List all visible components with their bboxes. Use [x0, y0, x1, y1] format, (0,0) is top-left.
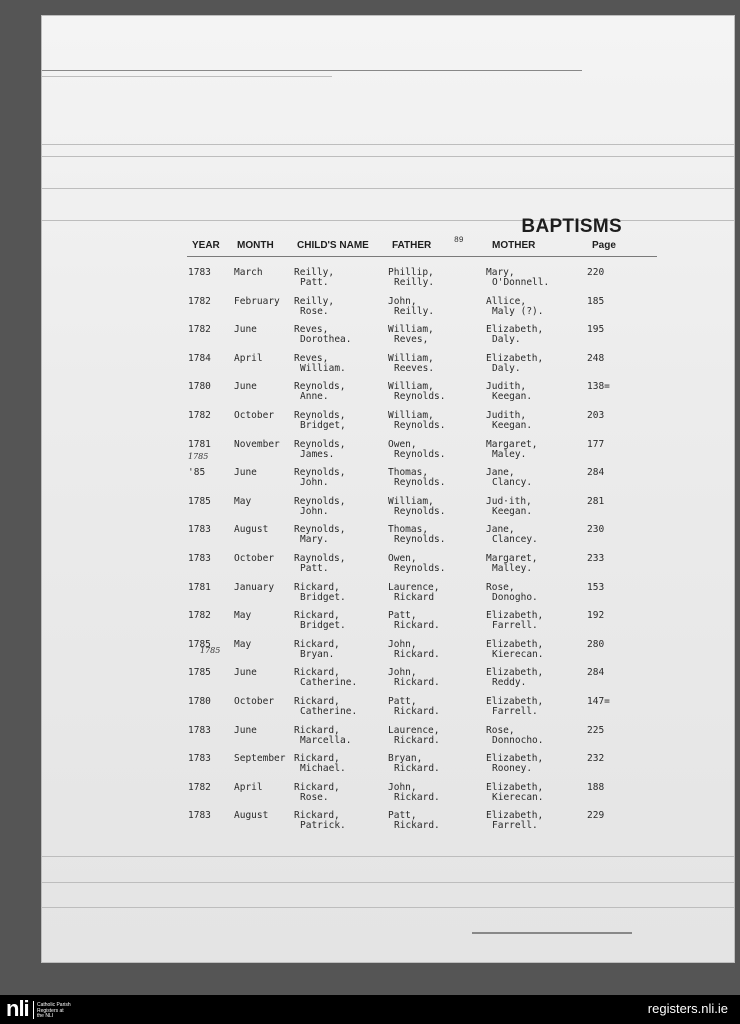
- entry-mother-forename: Elizabeth,: [486, 810, 544, 822]
- entry-month: November: [234, 438, 280, 450]
- entry-child-surname: Rickard,: [294, 696, 340, 707]
- entry-father-surname: Rickard.: [394, 791, 440, 803]
- entry-year: 1785: [188, 638, 211, 650]
- entry-mother-surname: Reddy.: [492, 677, 527, 689]
- register-entry: [42, 382, 734, 410]
- entry-child-forename: William.: [300, 362, 346, 374]
- entry-child-surname: Rickard,: [294, 753, 340, 765]
- header-rule: [187, 256, 657, 257]
- entry-child-forename: Patt.: [300, 563, 329, 574]
- entry-mother-surname: Donnocho.: [492, 734, 544, 746]
- entry-year: 1784: [188, 352, 211, 364]
- entry-page: 225: [587, 724, 605, 736]
- entry-child-forename: Patt.: [300, 277, 329, 288]
- entry-father-surname: Rickard.: [394, 763, 440, 775]
- entry-mother-forename: Elizabeth,: [486, 638, 544, 650]
- entry-year: 1785: [188, 667, 211, 679]
- entry-month: May: [234, 495, 252, 507]
- entry-child-forename: Mary.: [300, 534, 329, 546]
- entry-year: 1782: [188, 610, 211, 622]
- entry-child-surname: Reynolds,: [294, 467, 346, 479]
- entry-father-surname: Rickard.: [394, 706, 440, 717]
- entry-father-surname: Reeves.: [394, 362, 435, 374]
- entry-mother-forename: Jane,: [486, 524, 515, 536]
- entry-mother-surname: Maly (?).: [492, 305, 544, 317]
- entry-month: June: [234, 467, 257, 479]
- entry-child-forename: John.: [300, 505, 329, 517]
- entry-father-surname: Reynolds.: [394, 563, 446, 574]
- entry-father-forename: Laurence,: [388, 724, 440, 736]
- entry-father-surname: Reynolds.: [394, 534, 446, 546]
- entry-child-surname: Reynolds,: [294, 438, 346, 450]
- entry-child-surname: Reves,: [294, 324, 329, 336]
- column-header-year: YEAR: [192, 240, 220, 251]
- entry-child-forename: John.: [300, 477, 329, 489]
- entry-month: October: [234, 696, 275, 707]
- entry-mother-forename: Margaret,: [486, 438, 538, 450]
- entry-mother-surname: O'Donnell.: [492, 277, 550, 288]
- column-header-father: FATHER: [392, 240, 432, 251]
- register-entry: [42, 811, 734, 839]
- entry-mother-surname: Kierecan.: [492, 791, 544, 803]
- register-entry: [42, 411, 734, 439]
- entry-father-forename: William,: [388, 410, 434, 421]
- entry-year: 1781: [188, 581, 211, 593]
- entry-page: 153: [587, 581, 605, 593]
- entry-father-surname: Reynolds.: [394, 448, 446, 460]
- entry-child-forename: Rose.: [300, 305, 329, 317]
- register-entry: [42, 268, 734, 296]
- register-entry: [42, 611, 734, 639]
- entry-year: 1783: [188, 724, 211, 736]
- entry-month: May: [234, 610, 252, 622]
- entry-mother-forename: Jud·ith,: [486, 495, 532, 507]
- entry-child-surname: Rickard,: [294, 781, 340, 793]
- entry-mother-forename: Margaret,: [486, 553, 538, 564]
- entry-mother-forename: Elizabeth,: [486, 696, 544, 707]
- entry-page: 233: [587, 553, 605, 564]
- entry-child-surname: Reynolds,: [294, 524, 346, 536]
- entry-mother-forename: Allice,: [486, 295, 527, 307]
- entry-month: June: [234, 381, 257, 393]
- entry-page: 203: [587, 410, 605, 421]
- entry-month: January: [234, 581, 275, 593]
- entry-father-forename: Bryan,: [388, 753, 423, 765]
- entry-mother-surname: Daly.: [492, 334, 521, 346]
- entry-year: 1782: [188, 295, 211, 307]
- register-entry: [42, 583, 734, 611]
- entry-mother-forename: Rose,: [486, 581, 515, 593]
- entry-father-forename: John,: [388, 667, 417, 679]
- entry-page: 138=: [587, 381, 610, 393]
- entry-page: 229: [587, 810, 605, 822]
- entry-mother-surname: Daly.: [492, 362, 521, 374]
- entry-father-surname: Rickard.: [394, 648, 440, 660]
- entry-father-surname: Rickard: [394, 591, 435, 603]
- entry-month: April: [234, 352, 263, 364]
- entry-mother-forename: Elizabeth,: [486, 781, 544, 793]
- scan-artifact-line: [42, 70, 582, 71]
- logo-divider: [33, 1001, 34, 1019]
- scan-artifact-line: [472, 932, 632, 934]
- entry-page: 195: [587, 324, 605, 336]
- entry-month: June: [234, 724, 257, 736]
- entry-year: 1783: [188, 753, 211, 765]
- entry-year: 1783: [188, 553, 211, 564]
- register-entry: [42, 726, 734, 754]
- entry-mother-forename: Judith,: [486, 381, 527, 393]
- entry-child-forename: Bryan.: [300, 648, 335, 660]
- register-entry: [42, 697, 734, 725]
- entry-page: 280: [587, 638, 605, 650]
- entry-father-forename: Owen,: [388, 438, 417, 450]
- entry-page: 230: [587, 524, 605, 536]
- entry-child-forename: Catherine.: [300, 706, 358, 717]
- entry-page: 188: [587, 781, 605, 793]
- entry-month: April: [234, 781, 263, 793]
- entry-month: June: [234, 667, 257, 679]
- register-entry: [42, 354, 734, 382]
- entry-child-forename: Catherine.: [300, 677, 358, 689]
- entry-mother-surname: Keegan.: [492, 420, 533, 431]
- register-entry: [42, 468, 734, 496]
- entry-child-forename: Marcella.: [300, 734, 352, 746]
- entry-father-forename: Laurence,: [388, 581, 440, 593]
- entry-year: 1780: [188, 696, 211, 707]
- register-page: [42, 16, 734, 962]
- entry-father-surname: Reynolds.: [394, 391, 446, 403]
- entry-year: 1785: [188, 495, 211, 507]
- entry-page: 177: [587, 438, 605, 450]
- entry-father-forename: William,: [388, 324, 434, 336]
- register-entry: [42, 554, 734, 582]
- register-entry: [42, 668, 734, 696]
- entry-mother-forename: Judith,: [486, 410, 527, 421]
- entry-year: 1780: [188, 381, 211, 393]
- entry-page: 284: [587, 667, 605, 679]
- page-number: 89: [454, 236, 464, 245]
- entry-month: March: [234, 267, 263, 278]
- entry-mother-surname: Kierecan.: [492, 648, 544, 660]
- entry-mother-forename: Elizabeth,: [486, 753, 544, 765]
- entry-child-surname: Rickard,: [294, 667, 340, 679]
- entry-mother-forename: Rose,: [486, 724, 515, 736]
- entry-mother-surname: Farrell.: [492, 820, 538, 832]
- register-entry: [42, 497, 734, 525]
- entry-father-forename: John,: [388, 781, 417, 793]
- entry-father-forename: John,: [388, 638, 417, 650]
- entry-mother-surname: Maley.: [492, 448, 527, 460]
- entry-father-forename: Owen,: [388, 553, 417, 564]
- column-header-page: Page: [592, 240, 616, 251]
- entry-child-surname: Rickard,: [294, 810, 340, 822]
- column-header-month: MONTH: [237, 240, 274, 251]
- page-title: BAPTISMS: [521, 216, 622, 237]
- entry-father-forename: Thomas,: [388, 467, 429, 479]
- entry-page: 147=: [587, 696, 610, 707]
- footer-bar: [0, 995, 740, 1024]
- scan-artifact-line: [42, 156, 734, 157]
- register-entry: [42, 783, 734, 811]
- entry-mother-surname: Farrell.: [492, 706, 538, 717]
- entry-year: 1783: [188, 267, 211, 278]
- entry-mother-surname: Farrell.: [492, 620, 538, 632]
- register-entry: [42, 525, 734, 553]
- handwritten-note: 1785: [188, 452, 209, 461]
- entry-mother-forename: Elizabeth,: [486, 610, 544, 622]
- entry-mother-forename: Elizabeth,: [486, 352, 544, 364]
- entry-page: 284: [587, 467, 605, 479]
- entry-mother-forename: Elizabeth,: [486, 324, 544, 336]
- entry-father-forename: John,: [388, 295, 417, 307]
- entry-mother-surname: Clancy.: [492, 477, 533, 489]
- entry-page: 192: [587, 610, 605, 622]
- entry-father-forename: Patt,: [388, 696, 417, 707]
- handwritten-note: 1785: [200, 646, 221, 655]
- entry-month: October: [234, 410, 275, 421]
- entry-page: 185: [587, 295, 605, 307]
- entry-child-surname: Rickard,: [294, 610, 340, 622]
- register-entry: [42, 640, 734, 668]
- site-link[interactable]: registers.nli.ie: [647, 1001, 728, 1016]
- entry-child-forename: Patrick.: [300, 820, 346, 832]
- entry-month: June: [234, 324, 257, 336]
- entry-child-surname: Reynolds,: [294, 381, 346, 393]
- scan-artifact-line: [42, 220, 734, 221]
- entry-child-surname: Reilly,: [294, 295, 335, 307]
- entry-father-surname: Rickard.: [394, 734, 440, 746]
- entry-mother-forename: Mary,: [486, 267, 515, 278]
- entry-child-surname: Rickard,: [294, 638, 340, 650]
- entry-father-forename: William,: [388, 495, 434, 507]
- entry-father-surname: Reynolds.: [394, 477, 446, 489]
- scan-artifact-line: [42, 907, 734, 908]
- entry-child-forename: Bridget.: [300, 591, 346, 603]
- logo-caption: Catholic Parish Registers at the NLI: [37, 1002, 71, 1019]
- entry-mother-forename: Jane,: [486, 467, 515, 479]
- entry-month: September: [234, 753, 286, 765]
- entry-father-forename: Patt,: [388, 810, 417, 822]
- entry-father-forename: Patt,: [388, 610, 417, 622]
- entry-father-surname: Rickard.: [394, 620, 440, 632]
- entry-child-forename: Rose.: [300, 791, 329, 803]
- entry-child-forename: Dorothea.: [300, 334, 352, 346]
- entry-month: October: [234, 553, 275, 564]
- entry-father-forename: Phillip,: [388, 267, 434, 278]
- entry-child-surname: Rickard,: [294, 581, 340, 593]
- entry-father-forename: William,: [388, 381, 434, 393]
- entry-child-surname: Reilly,: [294, 267, 335, 278]
- entry-father-forename: Thomas,: [388, 524, 429, 536]
- entry-month: February: [234, 295, 280, 307]
- entry-year: 1782: [188, 324, 211, 336]
- entry-mother-surname: Malley.: [492, 563, 533, 574]
- entry-child-forename: Bridget.: [300, 620, 346, 632]
- scan-artifact-line: [42, 76, 332, 77]
- entry-father-forename: William,: [388, 352, 434, 364]
- scan-artifact-line: [42, 856, 734, 857]
- register-entry: [42, 325, 734, 353]
- entry-year: '85: [188, 467, 206, 479]
- entry-father-surname: Rickard.: [394, 677, 440, 689]
- entry-father-surname: Reilly.: [394, 305, 435, 317]
- column-header-child: CHILD'S NAME: [297, 240, 369, 251]
- entry-month: August: [234, 810, 269, 822]
- entry-father-surname: Rickard.: [394, 820, 440, 832]
- entry-father-surname: Reves,: [394, 334, 429, 346]
- entry-year: 1781: [188, 438, 211, 450]
- register-entry: [42, 754, 734, 782]
- entry-father-surname: Reilly.: [394, 277, 435, 288]
- scan-artifact-line: [42, 882, 734, 883]
- entry-child-surname: Rickard,: [294, 724, 340, 736]
- entry-mother-surname: Donogho.: [492, 591, 538, 603]
- entry-year: 1782: [188, 410, 211, 421]
- entry-child-forename: James.: [300, 448, 335, 460]
- entry-page: 281: [587, 495, 605, 507]
- scan-artifact-line: [42, 144, 734, 145]
- entry-month: May: [234, 638, 252, 650]
- entry-mother-surname: Keegan.: [492, 391, 533, 403]
- entry-father-surname: Reynolds.: [394, 505, 446, 517]
- entry-child-surname: Raynolds,: [294, 553, 346, 564]
- entry-month: August: [234, 524, 269, 536]
- entry-year: 1782: [188, 781, 211, 793]
- entry-father-surname: Reynolds.: [394, 420, 446, 431]
- scan-artifact-line: [42, 188, 734, 189]
- entry-child-forename: Michael.: [300, 763, 346, 775]
- entry-mother-surname: Rooney.: [492, 763, 533, 775]
- entry-year: 1783: [188, 810, 211, 822]
- nli-logo: nli: [6, 996, 29, 1021]
- entry-page: 248: [587, 352, 605, 364]
- register-entry: [42, 440, 734, 468]
- entry-child-surname: Reynolds,: [294, 410, 346, 421]
- entry-child-forename: Anne.: [300, 391, 329, 403]
- entry-child-surname: Reves,: [294, 352, 329, 364]
- register-entry: [42, 297, 734, 325]
- entry-page: 232: [587, 753, 605, 765]
- entry-mother-surname: Clancey.: [492, 534, 538, 546]
- entry-child-surname: Reynolds,: [294, 495, 346, 507]
- entry-mother-forename: Elizabeth,: [486, 667, 544, 679]
- entry-year: 1783: [188, 524, 211, 536]
- entry-page: 220: [587, 267, 605, 278]
- entry-child-forename: Bridget,: [300, 420, 346, 431]
- entry-mother-surname: Keegan.: [492, 505, 533, 517]
- column-header-mother: MOTHER: [492, 240, 536, 251]
